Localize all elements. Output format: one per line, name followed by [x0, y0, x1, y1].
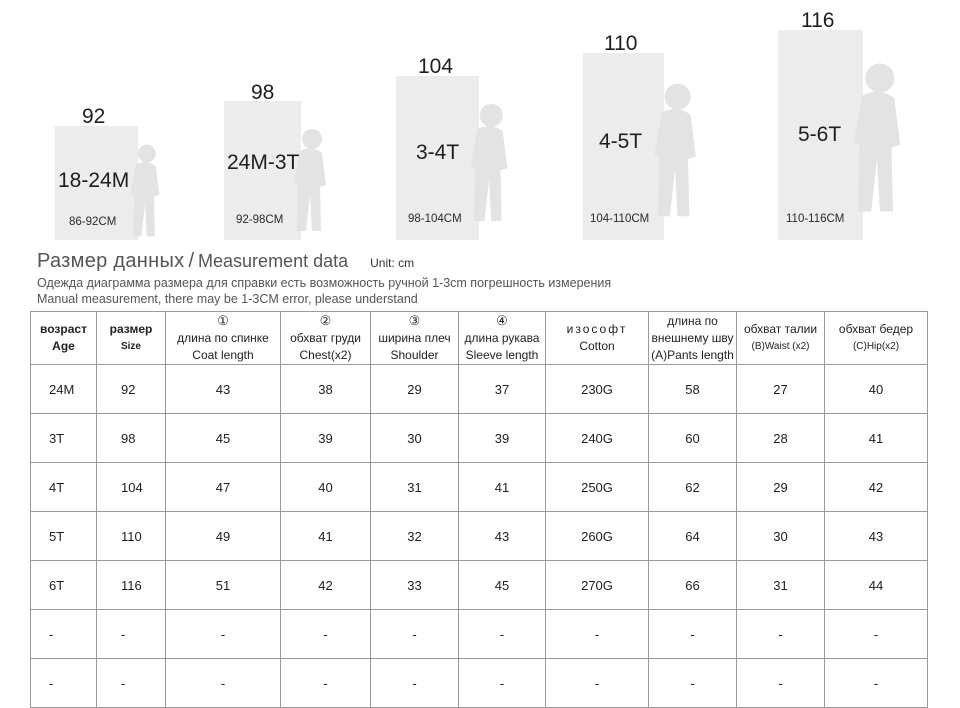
title-russian: Размер данных	[37, 250, 185, 272]
cell-cotton: -	[546, 610, 649, 659]
cell-sleeve-length: 43	[459, 512, 546, 561]
size-block-98	[224, 80, 354, 240]
cell-hip: 41	[825, 414, 928, 463]
cell-age: -	[31, 659, 97, 708]
cell-shoulder: -	[371, 610, 459, 659]
cell-chest: 42	[281, 561, 371, 610]
cell-waist: 27	[737, 365, 825, 414]
cell-pants-length: 62	[649, 463, 737, 512]
header-sleeve-length: ④ длина рукава Sleeve length	[459, 312, 546, 365]
age-label: 4-5T	[599, 130, 643, 153]
age-label: 5-6T	[798, 123, 842, 146]
size-number: 98	[251, 81, 275, 104]
cell-coat-length: 49	[166, 512, 281, 561]
cell-waist: 29	[737, 463, 825, 512]
cell-sleeve-length: -	[459, 659, 546, 708]
size-block-104	[396, 55, 536, 240]
table-row	[31, 414, 928, 463]
title-english: Measurement data	[198, 251, 349, 271]
cell-sleeve-length: -	[459, 610, 546, 659]
table-row	[31, 659, 928, 708]
cell-chest: 40	[281, 463, 371, 512]
cell-coat-length: 45	[166, 414, 281, 463]
cell-age: 24M	[31, 365, 97, 414]
cell-chest: 38	[281, 365, 371, 414]
cell-waist: 30	[737, 512, 825, 561]
unit-label: Unit: cm	[370, 256, 415, 270]
cell-age: 5T	[31, 512, 97, 561]
age-label: 3-4T	[416, 141, 460, 164]
height-range: 110-116CM	[786, 213, 845, 225]
size-number: 110	[604, 32, 638, 55]
cell-sleeve-length: 41	[459, 463, 546, 512]
header-hip: обхват бедер (C)Hip(x2)	[825, 312, 928, 365]
child-silhouette-icon	[649, 60, 701, 240]
height-range: 104-110CM	[590, 213, 650, 225]
table-row	[31, 365, 928, 414]
header-age: возраст Age	[31, 312, 97, 365]
size-table	[30, 311, 928, 708]
table-row	[31, 463, 928, 512]
header-size: размер Size	[97, 312, 166, 365]
height-range: 86-92CM	[69, 216, 117, 228]
table-row	[31, 561, 928, 610]
cell-pants-length: 58	[649, 365, 737, 414]
header-pants-length: длина по внешнему шву (A)Pants length	[649, 312, 737, 365]
cell-cotton: 260G	[546, 512, 649, 561]
cell-coat-length: 51	[166, 561, 281, 610]
cell-size: -	[97, 610, 166, 659]
cell-pants-length: -	[649, 610, 737, 659]
child-silhouette-icon	[127, 141, 163, 240]
cell-waist: 31	[737, 561, 825, 610]
cell-cotton: 230G	[546, 365, 649, 414]
cell-cotton: 250G	[546, 463, 649, 512]
size-block-92	[55, 105, 175, 240]
cell-size: 116	[97, 561, 166, 610]
cell-pants-length: 60	[649, 414, 737, 463]
title-separator: /	[188, 250, 195, 272]
cell-hip: 40	[825, 365, 928, 414]
cell-hip: 42	[825, 463, 928, 512]
cell-age: -	[31, 610, 97, 659]
height-range: 98-104CM	[408, 213, 462, 225]
header-cotton: изософт Cotton	[546, 312, 649, 365]
cell-hip: 43	[825, 512, 928, 561]
age-label: 24M-3T	[227, 151, 300, 174]
cell-waist: 28	[737, 414, 825, 463]
table-row	[31, 610, 928, 659]
child-silhouette-icon	[466, 85, 512, 240]
cell-size: 92	[97, 365, 166, 414]
cell-shoulder: 32	[371, 512, 459, 561]
table-header-row	[31, 312, 928, 365]
cell-cotton: -	[546, 659, 649, 708]
cell-sleeve-length: 39	[459, 414, 546, 463]
cell-chest: 39	[281, 414, 371, 463]
cell-coat-length: 47	[166, 463, 281, 512]
cell-coat-length: 43	[166, 365, 281, 414]
cell-chest: -	[281, 659, 371, 708]
header-waist: обхват талии (B)Waist (x2)	[737, 312, 825, 365]
size-block-110	[583, 32, 728, 240]
cell-coat-length: -	[166, 610, 281, 659]
note-russian: Одежда диаграмма размера для справки есть возможность ручной 1-3cm погрешность измерения	[37, 276, 612, 290]
cell-age: 3T	[31, 414, 97, 463]
table-body	[31, 365, 928, 708]
cell-shoulder: 31	[371, 463, 459, 512]
cell-pants-length: 66	[649, 561, 737, 610]
cell-hip: 44	[825, 561, 928, 610]
size-number: 116	[801, 9, 835, 32]
cell-cotton: 240G	[546, 414, 649, 463]
header-chest: ② обхват груди Chest(x2)	[281, 312, 371, 365]
cell-hip: -	[825, 659, 928, 708]
cell-shoulder: 30	[371, 414, 459, 463]
cell-waist: -	[737, 610, 825, 659]
cell-size: 98	[97, 414, 166, 463]
height-range: 92-98CM	[236, 214, 284, 226]
header-shoulder: ③ ширина плеч Shoulder	[371, 312, 459, 365]
table-row	[31, 512, 928, 561]
cell-chest: -	[281, 610, 371, 659]
cell-size: -	[97, 659, 166, 708]
child-silhouette-icon	[848, 35, 906, 240]
size-number: 92	[82, 105, 106, 128]
cell-size: 104	[97, 463, 166, 512]
note-english: Manual measurement, there may be 1-3CM error, please understand	[37, 292, 418, 306]
cell-coat-length: -	[166, 659, 281, 708]
cell-shoulder: 29	[371, 365, 459, 414]
cell-size: 110	[97, 512, 166, 561]
age-label: 18-24M	[58, 169, 130, 192]
cell-sleeve-length: 37	[459, 365, 546, 414]
cell-shoulder: 33	[371, 561, 459, 610]
header-coat-length: ① длина по спинке Coat length	[166, 312, 281, 365]
cell-age: 6T	[31, 561, 97, 610]
size-block-116	[778, 9, 928, 240]
cell-pants-length: 64	[649, 512, 737, 561]
cell-age: 4T	[31, 463, 97, 512]
cell-chest: 41	[281, 512, 371, 561]
child-silhouette-icon	[290, 120, 330, 240]
chart-title	[37, 250, 414, 273]
cell-pants-length: -	[649, 659, 737, 708]
cell-waist: -	[737, 659, 825, 708]
size-number: 104	[418, 55, 454, 78]
cell-sleeve-length: 45	[459, 561, 546, 610]
cell-hip: -	[825, 610, 928, 659]
cell-cotton: 270G	[546, 561, 649, 610]
cell-shoulder: -	[371, 659, 459, 708]
